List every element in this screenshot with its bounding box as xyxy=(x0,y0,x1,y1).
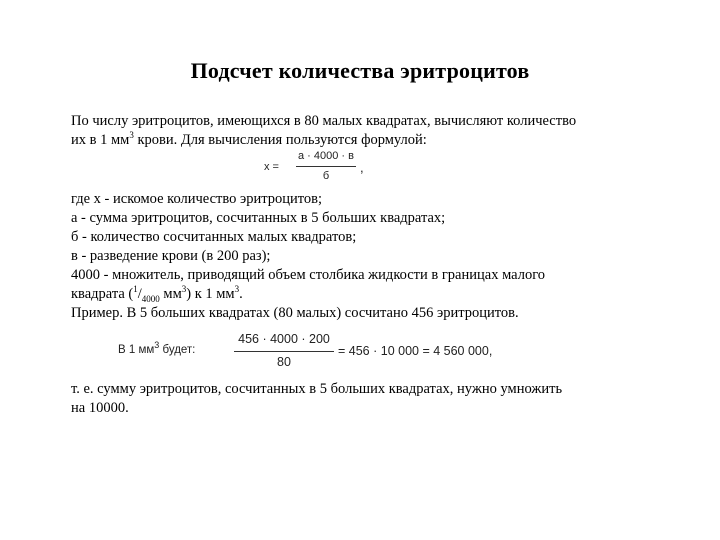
def-6-sup2: 3 xyxy=(234,284,240,295)
def-6-mid2: ) к 1 мм xyxy=(186,286,235,302)
formula-example-result: = 456 · 10 000 = 4 560 000, xyxy=(338,344,493,358)
intro-line-2-end: крови. Для вычисления пользуются формулой: xyxy=(133,132,427,148)
intro-line-2 xyxy=(71,131,671,150)
formula-example-lhs-end: будет: xyxy=(159,344,196,356)
def-6-frac-den: 4000 xyxy=(141,293,160,304)
formula-general-fraction-bar xyxy=(296,166,356,167)
example-line: Пример. В 5 больших квадратах (80 малых) сосчитано 456 эритроцитов. xyxy=(71,305,519,321)
def-6-frac-num: 1 xyxy=(133,284,138,295)
formula-general-denominator: б xyxy=(322,170,330,182)
definition-4000-continued xyxy=(71,285,671,304)
definition-x: где x - искомое количество эритроцитов; xyxy=(71,191,323,207)
def-6-sup1: 3 xyxy=(181,284,187,295)
def-6-mid: мм xyxy=(159,286,182,302)
intro-line-2-superscript: 3 xyxy=(129,130,134,141)
formula-example-lhs-start: В 1 мм xyxy=(118,344,155,356)
formula-general-lhs: x = xyxy=(264,161,279,173)
intro-line-1: По числу эритроцитов, имеющихся в 80 малых квадратах, вычисляют количество xyxy=(71,113,577,129)
formula-example-fraction-bar xyxy=(234,351,334,352)
conclusion-line-2: на 10000. xyxy=(71,400,129,416)
def-6-slash: / xyxy=(137,286,142,302)
definition-v: в - разведение крови (в 200 раз); xyxy=(71,248,271,264)
formula-example-lhs-sup: 3 xyxy=(154,340,160,351)
formula-example-denominator: 80 xyxy=(277,355,291,369)
intro-paragraph xyxy=(71,112,671,150)
conclusion-paragraph xyxy=(71,380,671,418)
definition-b: б - количество сосчитанных малых квадратов; xyxy=(71,229,357,245)
formula-general-numerator: a · 4000 · в xyxy=(298,150,354,162)
formula-general xyxy=(264,150,374,188)
definitions-paragraph xyxy=(71,190,671,323)
formula-example-numerator: 456 · 4000 · 200 xyxy=(238,332,330,346)
conclusion-line-1: т. е. сумму эритроцитов, сосчитанных в 5 больших квадратах, нужно умножить xyxy=(71,381,563,397)
definition-4000: 4000 - множитель, приводящий объем столбика жидкости в границах малого xyxy=(71,267,546,283)
page-title: Подсчет количества эритроцитов xyxy=(190,58,530,83)
intro-line-2-start: их в 1 мм xyxy=(71,132,130,148)
formula-general-comma: , xyxy=(360,160,364,175)
def-6-end: . xyxy=(239,286,243,302)
def-6-pre: квадрата ( xyxy=(71,286,134,302)
definition-a: а - сумма эритроцитов, сосчитанных в 5 больших квадратах; xyxy=(71,210,446,226)
formula-example-lhs xyxy=(118,340,196,356)
formula-example xyxy=(118,332,518,372)
